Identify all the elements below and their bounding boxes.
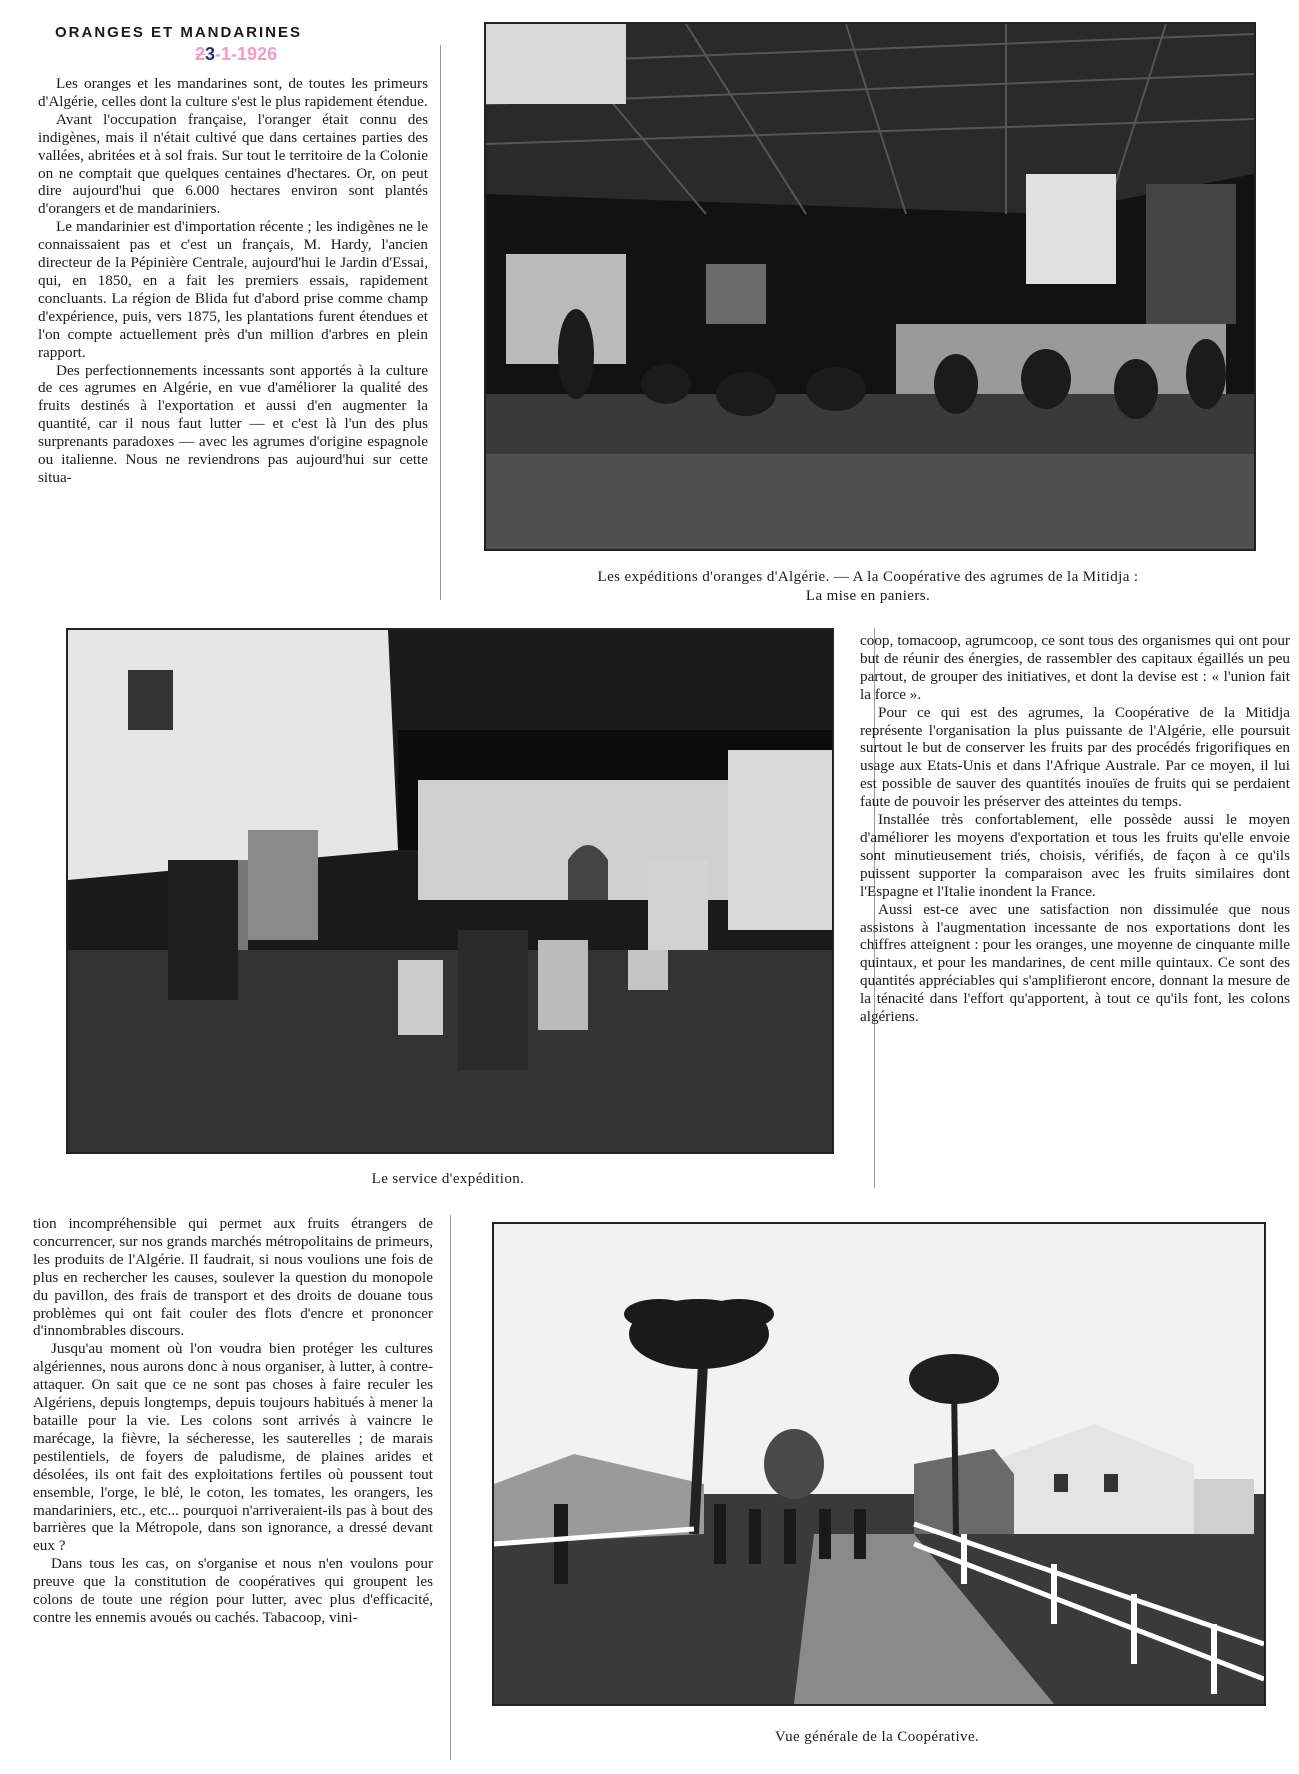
column-rule bbox=[450, 1215, 451, 1760]
article-column-right bbox=[860, 632, 1290, 1026]
paragraph: Aussi est-ce avec une satisfaction non dissimulée que nous assistons à l'augmentation incessante de nos exportations dont les chiffres atteignent : pour les oranges, une moyenne de cinquante mille quintaux, et pour les mandarines, de cent mille quintaux. Ce sont des quantités appréciables qui s'amplifieront encore, donnant la mesure de la ténacité dans l'effort qu'apportent, à tout ce qu'ils font, les colons algériens. bbox=[860, 900, 1290, 1026]
photo-packing-hall bbox=[484, 22, 1256, 551]
column-rule bbox=[440, 45, 441, 600]
paragraph: Le mandarinier est d'importation récente ; les indigènes ne le connaissaient pas et c'est un français, M. Hardy, l'ancien directeur de la Pépinière Centrale, aujourd'hui le Jardin d'Essai, qui, en 1850, en a fait les premiers essais, rapidement concluants. La région de Blida fut d'abord prise comme champ d'expérience, puis, vers 1875, les plantations furent étendues et l'on compte actuellement près d'un million d'arbres en plein rapport. bbox=[38, 218, 428, 361]
date-stamp-struck: 2 bbox=[195, 44, 206, 64]
caption-line: La mise en paniers. bbox=[805, 588, 931, 604]
paragraph: Pour ce qui est des agrumes, la Coopérative de la Mitidja représente l'organisation la plus puissante de l'Algérie, elle poursuit surtout le but de conserver les fruits par des procédés frigorifiques en usage aux Etats-Unis et dans l'Afrique Australe. Par ce moyen, il lui est possible de sauver des quantités inouïes de fruits qui se perdaient faute de pouvoir les préserver des atteintes du temps. bbox=[860, 703, 1290, 811]
paragraph: tion incompréhensible qui permet aux fruits étrangers de concurrencer, sur nos grands marchés métropolitains de primeurs, les produits de l'Algérie. Il faudrait, si nous voulions une fois de plus en rechercher les causes, soulever la question du monopole du pavillon, des frais de transport et des droits de douane tous problèmes qui ont fait couler des flots d'encre et prononcer d'innombrables discours. bbox=[33, 1215, 433, 1340]
article-column-top-left bbox=[38, 75, 428, 487]
date-stamp-digit: 3 bbox=[205, 44, 216, 64]
paragraph: Jusqu'au moment où l'on voudra bien protéger les cultures algériennes, nous aurons donc à nous organiser, à lutter, à contre-attaquer. On sait que ce ne sont pas choses à faire reculer les Algériens, depuis longtemps, depuis toujours habitués à mener la bataille pour la vie. Les colons sont arrivés à vaincre le marécage, la fièvre, la sécheresse, les sauterelles ; de marais pestilentiels, de foyers de paludisme, de plaines arides et désolées, ils ont fait des exploitations fertiles où poussent tout ensemble, l'orge, le blé, le coton, les tomates, les orangers, les mandariniers, etc., etc... pourquoi n'arriveraient-ils pas à bout des barrières que la Métropole, dans son ignorance, a dressé devant eux ? bbox=[33, 1340, 433, 1555]
article-column-bottom-left bbox=[33, 1215, 433, 1627]
caption-photo-general: Vue générale de la Coopérative. bbox=[774, 1729, 980, 1745]
paragraph: Dans tous les cas, on s'organise et nous n'en voulons pour preuve que la constitution de coopératives qui groupent les colons de toute une région pour lutter, avec plus d'efficacité, contre les ennemis avoués ou cachés. Tabacoop, vini- bbox=[33, 1555, 433, 1626]
date-stamp bbox=[195, 44, 277, 65]
paragraph: Les oranges et les mandarines sont, de toutes les primeurs d'Algérie, celles dont la culture s'est le plus rapidement étendue. bbox=[38, 75, 428, 110]
paragraph: coop, tomacoop, agrumcoop, ce sont tous des organismes qui ont pour but de réunir des énergies, de rassembler des capitaux égaillés un peu partout, de grouper des initiatives, et dont la devise est : « l'union fait la force ». bbox=[860, 632, 1290, 703]
photo-general-view bbox=[492, 1222, 1266, 1706]
article-title: ORANGES ET MANDARINES bbox=[55, 24, 303, 41]
caption-photo-packing bbox=[484, 568, 1252, 606]
photo-shipping-service bbox=[66, 628, 834, 1154]
date-stamp-rest: -1-1926 bbox=[215, 44, 278, 64]
caption-line: Les expéditions d'oranges d'Algérie. — A la Coopérative des agrumes de la Mitidja : bbox=[597, 569, 1139, 585]
paragraph: Installée très confortablement, elle possède aussi le moyen d'améliorer les moyens d'exportation et tous les fruits qu'elle envoie sont minutieusement triés, choisis, vérifiés, de façon à ce qu'ils puissent supporter la comparaison avec les fruits similaires dont l'Espagne et l'Italie inondent la France. bbox=[860, 811, 1290, 900]
paragraph: Avant l'occupation française, l'oranger était connu des indigènes, mais il n'était cultivé que dans certaines parties des vallées, abritées et à sol frais. Sur tout le territoire de la Colonie on ne comptait que quelques centaines d'hectares. Or, on peut dire aujourd'hui que 6.000 hectares environ sont plantés d'orangers et de mandariniers. bbox=[38, 110, 428, 218]
paragraph: Des perfectionnements incessants sont apportés à la culture de ces agrumes en Algérie, en vue d'améliorer la qualité des fruits destinés à l'exportation et aussi d'en augmenter la quantité, car il nous faut lutter — et c'est là l'un des plus surprenants paradoxes — avec les agrumes d'origine espagnole ou italienne. Nous ne reviendrons pas aujourd'hui sur cette situa- bbox=[38, 361, 428, 486]
caption-photo-shipping: Le service d'expédition. bbox=[371, 1171, 525, 1187]
